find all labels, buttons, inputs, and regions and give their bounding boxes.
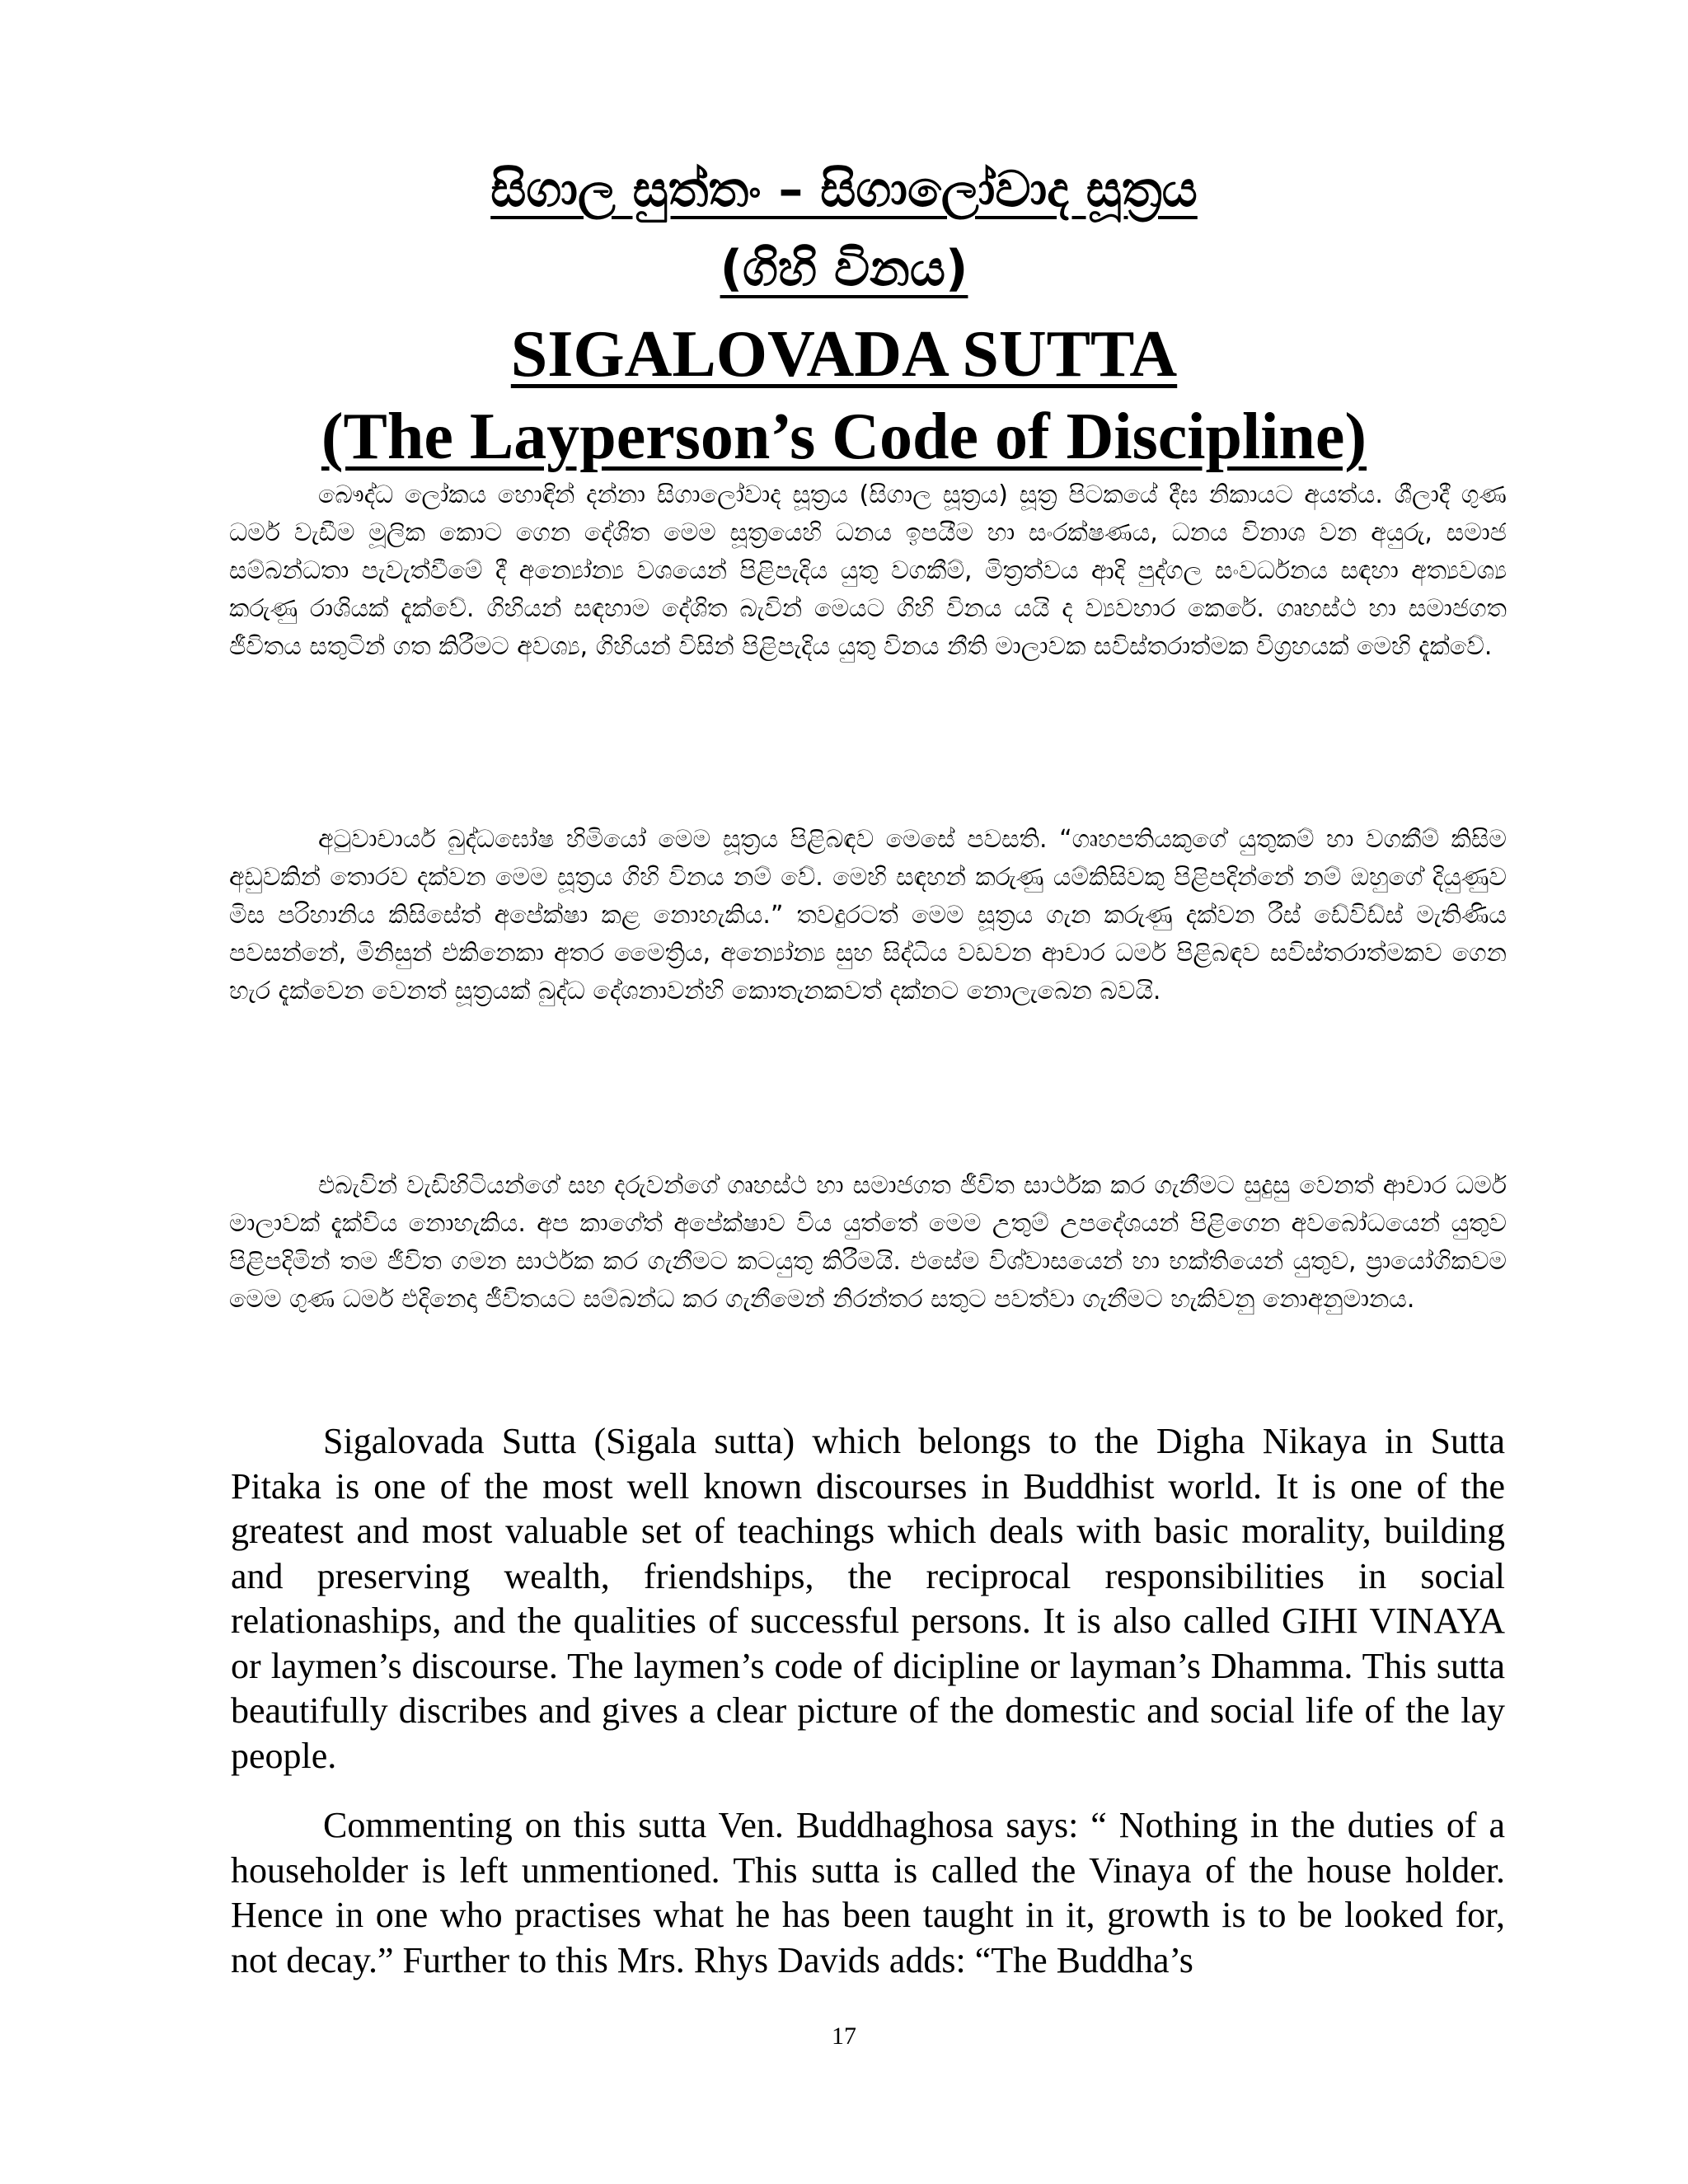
english-paragraph: Commenting on this sutta Ven. Buddhaghosa says: “ Nothing in the duties of a householder is left unmentioned. This sutta is called the Vinaya of the house holder. Hence in one who practises what he has been taught in it, growth is to be looked for, not decay.” Further to this Mrs. Rhys Davids adds: “The Buddha’s [231, 1805, 1505, 1980]
english-subtitle: (The Layperson’s Code of Discipline) [321, 401, 1367, 473]
sinhala-paragraph: බෞද්ධ ලෝකය හොඳින් දන්නා සිගාලෝවාද සූත්‍රය (සිගාල සූත්‍රය) සූත්‍ර පිටකයේ දීඝ නිකායට අයත්ය. ශීලාදී ගුණ ධර්ම වැඩීම මූලික කොට ගෙන දේශිත මෙම සූත්‍රයෙහි ධනය ඉපයීම හා සංරක්ෂණය, ධනය විනාශ වන අයුරු, සමාජ සම්බන්ධතා පැවැත්වීමේ දී අන්‍යෝන්‍ය වශයෙන් පිළිපැදිය යුතු වගකීම්, මිත්‍රත්වය ආදි පුද්ගල සංවර්ධනය සඳහා අත්‍යවශ්‍ය කරුණු රාශියක් දැක්වේ. ගිහියන් සඳහාම දේශිත බැවින් මෙයට ගිහි විනය යයි ද ව්‍යවහාර කෙරේ. ගෘහස්ථ හා සමාජගත ජීවිතය සතුටින් ගත කිරීමට අවශ්‍ය, ගිහියන් විසින් පිළිපැදිය යුතු විනය නීති මාලාවක සවිස්තරාත්මක විග්‍රහයක් මෙහි දැක්වේ. [229, 480, 1507, 661]
sinhala-paragraph: එබැවින් වැඩිහිටියන්ගේ සහ දරුවන්ගේ ගෘහස්ථ හා සමාජගත ජීවිත සාර්ථක කර ගැනීමට සුදුසු වෙනත් ආචාර ධර්ම මාලාවක් දැක්විය නොහැකිය. අප කාගේත් අපේක්ෂාව විය යුත්තේ මෙම උතුම් උපදේශයන් පිළිගෙන අවබෝධයෙන් යුතුව පිළිපදිමින් තම ජීවිත ගමන සාර්ථක කර ගැනීමට කටයුතු කිරීමයි. එසේම විශ්වාසයෙන් හා භක්තියෙන් යුතුව, ප්‍රායෝගිකවම මෙම ගුණ ධර්ම එදිනෙදා ජීවිතයට සම්බන්ධ කර ගැනීමෙන් නිරන්තර සතුට පවත්වා ගැනීමට හැකිවනු නොඅනුමානය. [229, 1171, 1507, 1314]
page-number: 17 [832, 2022, 856, 2050]
english-title: SIGALOVADA SUTTA [510, 318, 1178, 391]
title-block [0, 150, 1688, 478]
sinhala-title: සිගාල සුත්තං – සිගාලෝවාද සූත්‍රය [490, 161, 1198, 218]
english-paragraph: Sigalovada Sutta (Sigala sutta) which belongs to the Digha Nikaya in Sutta Pitaka is one of the most well known discourses in Buddhist world. It is one of the greatest and most valuable set of teachings which deals with basic morality, building and preserving wealth, friendships, the reciprocal responsibilities in social relationaships, and the qualities of successful persons. It is also called GIHI VINAYA or laymen’s discourse. The laymen’s code of dicipline or layman’s Dhamma. This sutta beautifully discribes and gives a clear picture of the domestic and social life of the lay people. [231, 1421, 1505, 1776]
sinhala-paragraph: අටුවාචාර්ය බුද්ධඝෝෂ හිමියෝ මෙම සූත්‍රය පිළිබඳව මෙසේ පවසති. “ගෘහපතියකුගේ යුතුකම් හා වගකීම් කිසිම අඩුවකින් තොරව දක්වන මෙම සූත්‍රය ගිහි විනය නම් වේ. මෙහි සඳහන් කරුණු යම්කිසිවකු පිළිපදින්නේ නම් ඔහුගේ දියුණුව මිස පරිහානිය කිසිසේත් අපේක්ෂා කළ නොහැකිය.” තවදුරටත් මෙම සූත්‍රය ගැන කරුණු දක්වන රීස් ඩේවිඩ්ස් මැතිණිය පවසන්නේ, මිනිසුන් එකිනෙකා අතර මෛත්‍රිය, අන්‍යෝන්‍ය සුහ සිද්ධිය වඩවන ආචාර ධර්ම පිළිබඳව සවිස්තරාත්මකව ගෙන හැර දැක්වෙන වෙනත් සූත්‍රයක් බුද්ධ දේශනාවන්හි කොතැනකවත් දක්නට නොලැබෙන බවයි. [229, 825, 1507, 1005]
sinhala-subtitle: (ගිහි විනය) [720, 240, 968, 298]
